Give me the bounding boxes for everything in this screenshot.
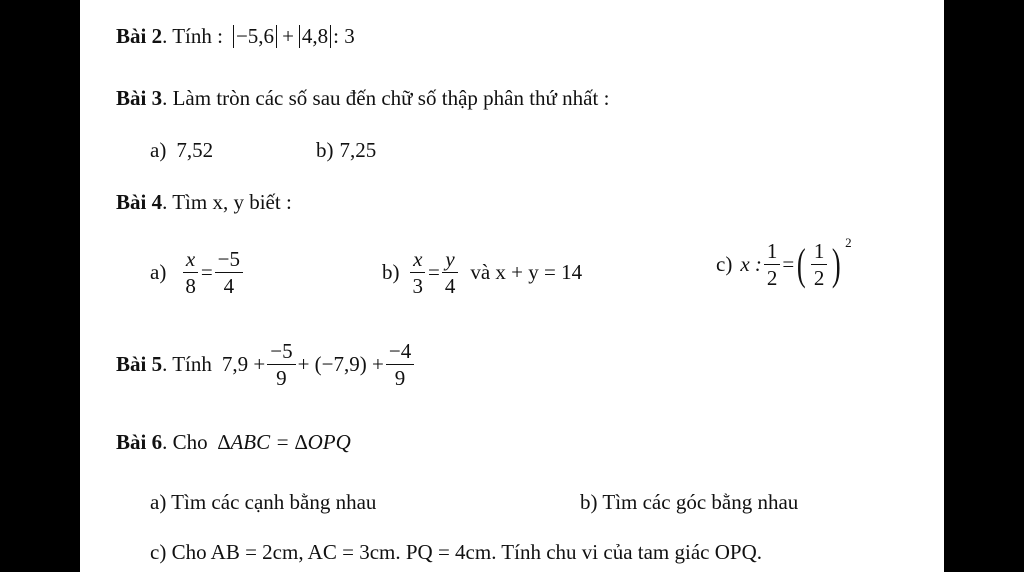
exercise-5-label: Bài 5 <box>116 352 163 377</box>
equals-sign: = <box>200 260 213 285</box>
part-a-label: a) <box>150 138 167 162</box>
part-a-text: a) Tìm các cạnh bằng nhau <box>150 490 377 514</box>
term-1: 7,9 + <box>221 352 266 377</box>
triangle-congruence: ∆ABC = ∆OPQ <box>217 430 351 454</box>
exercise-5-text: . Tính <box>162 352 212 377</box>
plus-sign: + <box>282 24 294 48</box>
part-b-text: b) Tìm các góc bằng nhau <box>580 490 799 514</box>
divide-part: : 3 <box>333 24 355 48</box>
fraction-1-over-2: $\frac{1}{2}$ <box>764 240 781 289</box>
exercise-4-part-c <box>716 234 852 291</box>
exercise-5 <box>116 340 416 389</box>
fraction-x-over-8: $\frac{x}{8}$ <box>182 248 199 297</box>
abs-value-2: 4,8 <box>299 25 331 48</box>
exercise-6-text: . Cho <box>162 430 208 454</box>
part-a-label: a) <box>150 260 167 285</box>
exercise-2-label: Bài 2 <box>116 24 163 48</box>
exercise-4-part-b <box>382 248 582 297</box>
part-a-value: 7,52 <box>176 138 214 162</box>
exercise-4-label: Bài 4 <box>116 190 163 214</box>
exercise-6-part-a <box>150 490 376 515</box>
x-divide: x : <box>740 252 762 277</box>
fraction-1-over-2-power: $\frac{1}{2}$ <box>811 240 828 289</box>
exercise-6-part-c <box>150 540 762 565</box>
exercise-3-label: Bài 3 <box>116 86 163 110</box>
exercise-2 <box>116 24 355 49</box>
part-b-label: b) <box>382 260 400 285</box>
equals-sign: = <box>782 252 795 277</box>
exercise-4-text: . Tìm x, y biết : <box>162 190 292 214</box>
sum-condition: và x + y = 14 <box>470 260 583 285</box>
fraction-y-over-4: $\frac{y}{4}$ <box>442 248 459 297</box>
exercise-3-part-b <box>316 138 376 163</box>
exercise-4 <box>116 190 292 215</box>
exercise-3-text: . Làm tròn các số sau đến chữ số thập phân thứ nhất : <box>162 86 610 110</box>
term-2: + (−7,9) + <box>297 352 384 377</box>
fraction-minus5-over-9: $\frac{-5}{9}$ <box>267 340 295 389</box>
fraction-x-over-3: $\frac{x}{3}$ <box>410 248 427 297</box>
fraction-minus4-over-9: $\frac{-4}{9}$ <box>386 340 414 389</box>
part-c-text: c) Cho AB = 2cm, AC = 3cm. PQ = 4cm. Tính chu vi của tam giác OPQ. <box>150 540 762 564</box>
exercise-6-part-b <box>580 490 798 515</box>
equals-sign: = <box>428 260 440 285</box>
exercise-6-label: Bài 6 <box>116 430 163 454</box>
exercise-6 <box>116 430 351 455</box>
exercise-2-text: . Tính : <box>162 24 223 48</box>
exercise-3-parts <box>150 138 213 163</box>
part-c-label: c) <box>716 252 733 277</box>
left-paren: ( <box>797 239 806 289</box>
exponent: 2 <box>845 234 852 250</box>
right-paren: ) <box>832 239 842 289</box>
document-page <box>80 0 944 572</box>
part-b-label: b) <box>316 138 334 162</box>
exercise-4-part-a <box>150 248 245 297</box>
exercise-3 <box>116 86 609 111</box>
part-b-value: 7,25 <box>339 138 377 162</box>
abs-value-1: −5,6 <box>233 25 277 48</box>
fraction-minus5-over-4: $\frac{-5}{4}$ <box>215 248 243 297</box>
